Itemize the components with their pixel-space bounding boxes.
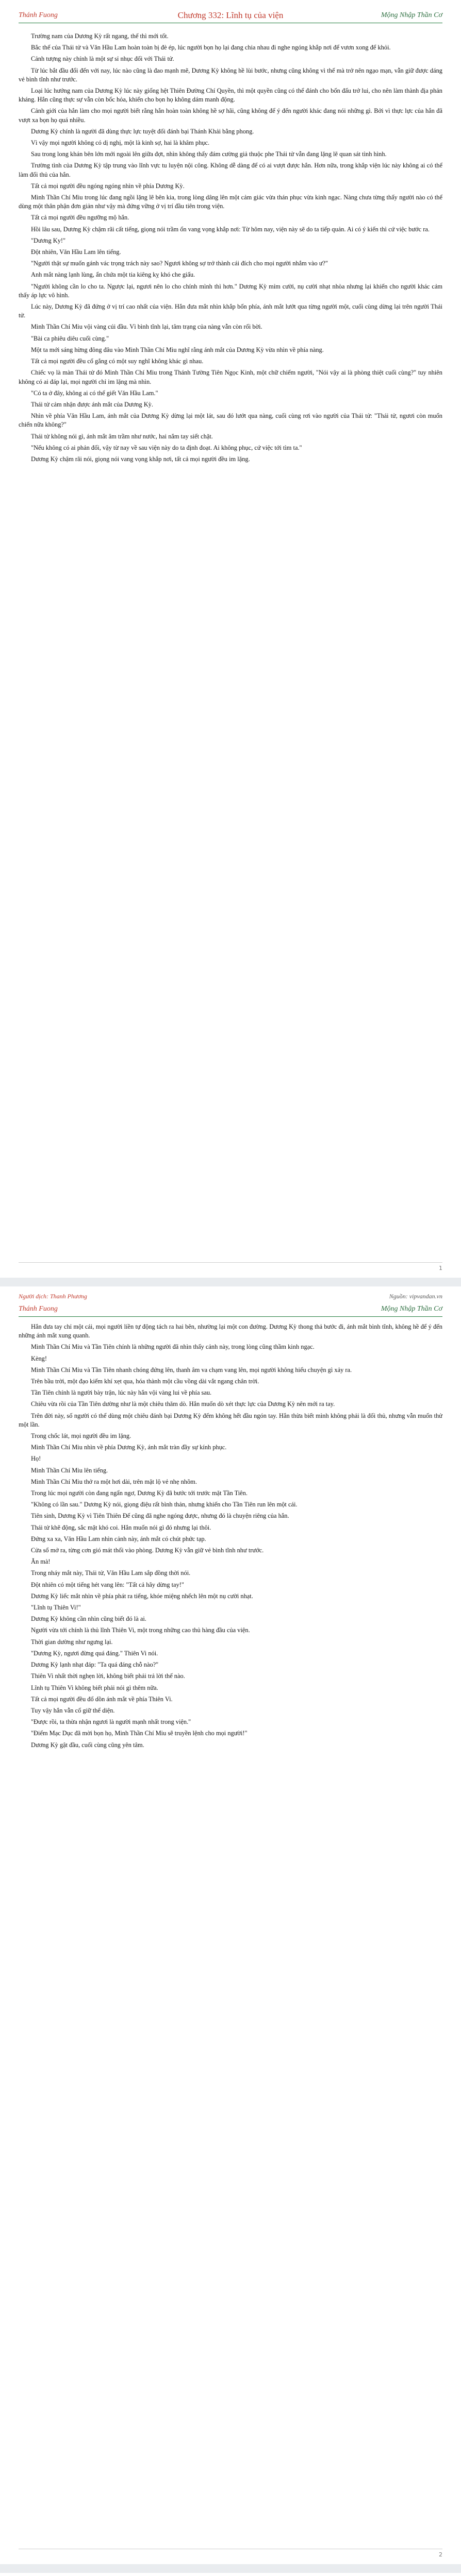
paragraph: Tất cả mọi người đều ngóng ngóng nhìn về phía Dương Kỳ.	[31, 182, 185, 190]
paragraph: Lĩnh tụ Thiên Vi không biết phải nói gì thêm nữa.	[31, 1684, 158, 1691]
paragraph: Trường tình của Dương Kỳ tập trung vào lĩnh vực tu luyện nội công. Không dễ dàng để có ai vượt được hắn. Hơn nữa, trong khắp viện lúc này không ai có thể làm đối thủ của hắn.	[19, 162, 442, 178]
paragraph: Tần Tiên chính là người bày trận, lúc này hắn vội vàng lui về phía sau.	[31, 1389, 212, 1397]
paragraph: Cảnh tượng này chính là một sự sỉ nhục đối với Thái tử.	[31, 55, 174, 63]
paragraph: Loại lúc hướng nam của Dương Kỳ lúc này giống hệt Thiên Đường Chí Quyền, thì một quyền cũng có thể đánh cho bốn đấu trở lui, cho nên làm thành địa phản kháng. Hắn cũng thực sự vẫn còn bốc hỏa, khiến cho bọn họ không dám manh động.	[19, 87, 442, 104]
paragraph: "Được rồi, ta thừa nhận ngươi là người mạnh nhất trong viện."	[31, 1718, 191, 1726]
paragraph: "Nếu không có ai phản đối, vậy từ nay về sau viện này do ta định đoạt. Ai không phục, cứ việc tới tìm ta."	[31, 444, 302, 451]
header-rule	[19, 1316, 442, 1317]
paragraph: Chiếc vọ là màn Thái tử đó Minh Thần Chí Miu trong Thánh Tường Tiên Ngọc Kinh, một chữ chiếm người, "Nói vậy ai là phòng thiệt cuối cùng?" tuy nhiên không có ai đáp lại, mọi người chỉ im lặng mà nhìn.	[19, 369, 442, 385]
paragraph: Tất cả mọi người đều ngưỡng mộ hắn.	[31, 214, 129, 222]
paragraph: Dương Kỳ liếc mắt nhìn về phía phát ra tiếng, khóe miệng nhếch lên một nụ cười nhạt.	[31, 1592, 253, 1600]
paragraph: "Dương Kỳ, ngươi đừng quá đáng." Thiên Vi nói.	[31, 1649, 158, 1657]
paragraph: Minh Thần Chí Miu thở ra một hơi dài, trên mặt lộ vẻ nhẹ nhõm.	[31, 1478, 197, 1485]
paragraph: Người vừa tới chính là thủ lĩnh Thiên Vi, một trong những cao thủ hàng đầu của viện.	[31, 1626, 250, 1634]
paragraph: Trên bầu trời, một đạo kiếm khí xẹt qua, hóa thành một cầu vồng dài vắt ngang chân trời.	[31, 1378, 259, 1385]
paragraph: Chiêu vừa rồi của Tần Tiên dường như là một chiêu thăm dò. Hắn muốn dò xét thực lực của Dương Kỳ nên mới ra tay.	[31, 1400, 335, 1408]
paragraph: Một ta mới sáng hừng đông đâu vào Minh Thần Chí Miu nghĩ rằng ánh mắt của Dương Kỳ vừa nhìn về phía nàng.	[31, 346, 324, 353]
paragraph: "Không có lần sau." Dương Kỳ nói, giọng điệu rất bình thản, nhưng khiến cho Tần Tiên run lên một cái.	[31, 1501, 298, 1509]
paragraph: Họ!	[31, 1455, 41, 1463]
paragraph: Hắn đưa tay chỉ một cái, mọi người liền tự động tách ra hai bên, nhường lại một con đường. Dương Kỳ thong thả bước đi, ánh mắt bình tĩnh, không hề để ý đến những ánh mắt xung quanh.	[19, 1323, 442, 1340]
subnote-source: Nguồn: vipvandan.vn	[389, 1293, 442, 1300]
paragraph: "Dương Ky!"	[31, 236, 66, 244]
paragraph: Thái tử cảm nhận được ánh mắt của Dương Kỳ.	[31, 400, 153, 408]
document-page-1	[0, 0, 461, 1278]
page-separator	[0, 1278, 461, 1286]
page-number: 2	[439, 2551, 442, 2558]
page-body	[19, 32, 442, 1257]
paragraph: Minh Thần Chí Miu và Tần Tiên chính là những người đã nhìn thấy cảnh này, trong lòng cũng thầm kinh ngạc.	[31, 1343, 315, 1351]
page-subnote	[19, 1293, 442, 1300]
paragraph: Thiên Vi nhất thời nghẹn lời, không biết phải trả lời thế nào.	[31, 1672, 185, 1680]
paragraph: Trong chốc lát, mọi người đều im lặng.	[31, 1432, 131, 1440]
paragraph: Anh mắt nàng lạnh lùng, ẩn chứa một tia kiêng kỵ khó che giấu.	[31, 271, 195, 279]
paragraph: Thái tử khẽ động, sắc mặt khó coi. Hắn muốn nói gì đó nhưng lại thôi.	[31, 1523, 211, 1531]
paragraph: "Người thật sự muốn gánh vác trọng trách này sao? Ngươi không sợ trở thành cái đích cho mọi người nhắm vào ư?"	[31, 260, 328, 267]
paragraph: Lúc này, Dương Kỳ đã đứng ở vị trí cao nhất của viện. Hắn đưa mắt nhìn khắp bốn phía, ánh mắt lướt qua từng người một, cuối cùng dừng lại trên người Thái tử.	[19, 303, 442, 319]
paragraph: Bắc thế của Thái tử và Văn Hầu Lam hoàn toàn bị đè ép, lúc người bọn họ lại đang chia nhau đi nghe ngóng khắp nơi để vươn xong để khỏi.	[31, 44, 391, 52]
paragraph: Tất cả mọi người đều đổ dồn ánh mắt về phía Thiên Vi.	[31, 1695, 173, 1703]
paragraph: Minh Thần Chí Miu và Tần Tiên nhanh chóng đứng lên, thanh âm va chạm vang lên, mọi người không hiểu chuyện gì xảy ra.	[31, 1366, 352, 1374]
paragraph: Cảnh giới của hắn làm cho mọi người biết rằng hắn hoàn toàn không hề sợ hãi, cũng không để ý đến người khác đang nói những gì. Bởi vì thực lực của hắn đã vượt xa bọn họ quá nhiều.	[19, 107, 442, 124]
paragraph: Cửa sổ mở ra, từng cơn gió mát thổi vào phòng. Dương Kỳ vẫn giữ vẻ bình tĩnh như trước.	[31, 1547, 264, 1554]
paragraph: Thái tử không nói gì, ánh mắt âm trầm như nước, hai nắm tay siết chặt.	[31, 432, 213, 440]
header-translator: Thánh Fuong	[19, 1305, 58, 1313]
paragraph: Ăn mà!	[31, 1558, 51, 1566]
subnote-translator: Người dịch: Thanh Phương	[19, 1293, 87, 1300]
paragraph: Vì vậy mọi người không có dị nghị, một là kinh sợ, hai là khâm phục.	[31, 139, 210, 147]
page-footer	[19, 1262, 442, 1273]
paragraph: Tiên sinh, Dương Kỳ vì Tiên Thiên Đế cũng đã nghe ngóng được, nhưng đó là chuyện riêng của hắn.	[31, 1512, 289, 1520]
paragraph: Kèng!	[31, 1354, 47, 1362]
paragraph: Trường nam của Dương Kỳ rất ngang, thế thì mới tốt.	[31, 32, 169, 40]
paragraph: Trên đời này, số người có thể dùng một chiêu đánh bại Dương Kỳ đếm không hết đầu ngón tay. Hắn thừa biết mình không phải là đối thủ, nhưng vẫn muốn thử một lần.	[19, 1412, 442, 1428]
paragraph: Nhìn về phía Văn Hầu Lam, ánh mắt của Dương Kỳ dừng lại một lát, sau đó lướt qua nàng, cuối cùng rơi vào người của Thái tử: "Thái tử, ngươi còn muốn chiến nữa không?"	[19, 412, 442, 429]
paragraph: Tất cả mọi người đều cố gắng có một suy nghĩ không khác gì nhau.	[31, 358, 204, 365]
header-book-title: Mộng Nhập Thần Cơ	[381, 1305, 442, 1313]
paragraph: Dương Kỳ không cần nhìn cũng biết đó là ai.	[31, 1615, 146, 1623]
paragraph: "Lĩnh tụ Thiên Vi!"	[31, 1604, 81, 1612]
document-page-2	[0, 1286, 461, 2564]
page-body	[19, 1323, 442, 2544]
chapter-title: Chương 332: Lĩnh tụ của viện	[0, 10, 461, 21]
paragraph: "Có ta ở đây, không ai có thể giết Văn Hầu Lam."	[31, 389, 158, 397]
paragraph: Minh Thần Chí Miu vội vàng cúi đầu. Vì bình tĩnh lại, tâm trạng của nàng vẫn còn rối bời.	[31, 323, 262, 331]
paragraph: Minh Thần Chí Miu nhìn về phía Dương Kỳ, ánh mắt tràn đầy sự kính phục.	[31, 1444, 227, 1451]
paragraph: Hồi lâu sau, Dương Kỳ chậm rãi cất tiếng, giọng nói trầm ổn vang vọng khắp nơi: Từ hôm nay, viện này sẽ do ta tiếp quản. Ai có ý kiến thì cứ việc bước ra.	[31, 225, 430, 233]
header-translator: Thánh Fuong	[19, 11, 58, 19]
document-page-3	[0, 2573, 461, 2576]
header-book-title: Mộng Nhập Thần Cơ	[381, 11, 442, 19]
paragraph: Dương Kỳ chính là người đã dùng thực lực tuyệt đối đánh bại Thánh Khải bằng phong.	[31, 127, 254, 135]
paragraph: Đứng xa xa, Văn Hầu Lam nhìn cảnh này, ánh mắt có chút phức tạp.	[31, 1535, 206, 1543]
paragraph: Trong lúc mọi người còn đang ngẩn ngơ, Dương Kỳ đã bước tới trước mặt Tần Tiên.	[31, 1489, 248, 1497]
page-number: 1	[439, 1265, 442, 1272]
paragraph: Trong nháy mắt này, Thái tử, Văn Hầu Lam sắp đồng thời nói.	[31, 1569, 191, 1577]
paragraph: "Điểm Mạc Dục đã mời bọn họ, Minh Thần Chí Miu sẽ truyền lệnh cho mọi người!"	[31, 1730, 248, 1737]
paragraph: Đột nhiên, Văn Hầu Lam lên tiếng.	[31, 248, 121, 256]
paragraph: Sau trong long khán bên lớn mới ngoài lên giữa đợt, nhìn không thấy đám cường giả thuộc phe Thái tử vẫn đang lặng lẽ quan sát tình hình.	[31, 150, 387, 158]
page-header	[19, 1304, 442, 1317]
footer-rule	[19, 1262, 442, 1263]
page-separator	[0, 2564, 461, 2573]
paragraph: Minh Thần Chí Miu trong lúc đang ngồi lặng lẽ bên kia, trong lòng dâng lên một cảm giác vừa thán phục vừa kinh ngạc. Nàng chưa từng thấy người nào có thể dùng một thân phận đơn giản như vậy mà đứng vững ở vị trí đầu tiên trong viện.	[19, 194, 442, 210]
paragraph: "Người không cần lo cho ta. Ngược lại, ngươi nên lo cho chính mình thì hơn." Dương Kỳ mỉm cười, nụ cười nhạt nhòa nhưng lại khiến cho người khác cảm thấy áp lực vô hình.	[19, 282, 442, 299]
paragraph: "Bài ca phiêu diêu cuối cùng."	[31, 334, 109, 342]
paragraph: Đột nhiên có một tiếng hét vang lên: "Tất cả hãy dừng tay!"	[31, 1581, 184, 1588]
paragraph: Dương Kỳ gật đầu, cuối cùng cũng yên tâm.	[31, 1741, 144, 1749]
page-footer	[19, 2549, 442, 2559]
paragraph: Minh Thần Chí Miu lên tiếng.	[31, 1466, 108, 1474]
paragraph: Dương Kỳ lạnh nhạt đáp: "Ta quá đáng chỗ nào?"	[31, 1661, 159, 1669]
paragraph: Thời gian dường như ngưng lại.	[31, 1638, 113, 1646]
paragraph: Từ lúc bắt đầu đổi đến với nay, lúc nào cũng là đao mạnh mẽ, Dương Kỳ không hề lùi bước, nhưng cũng không vì thế mà trở nên ngạo mạn, vẫn giữ được dáng vẻ bình tĩnh như trước.	[19, 66, 442, 83]
paragraph: Dương Kỳ chậm rãi nói, giọng nói vang vọng khắp nơi, tất cả mọi người đều im lặng.	[31, 455, 250, 463]
paragraph: Tuy vậy hắn vẫn cố giữ thể diện.	[31, 1706, 115, 1714]
